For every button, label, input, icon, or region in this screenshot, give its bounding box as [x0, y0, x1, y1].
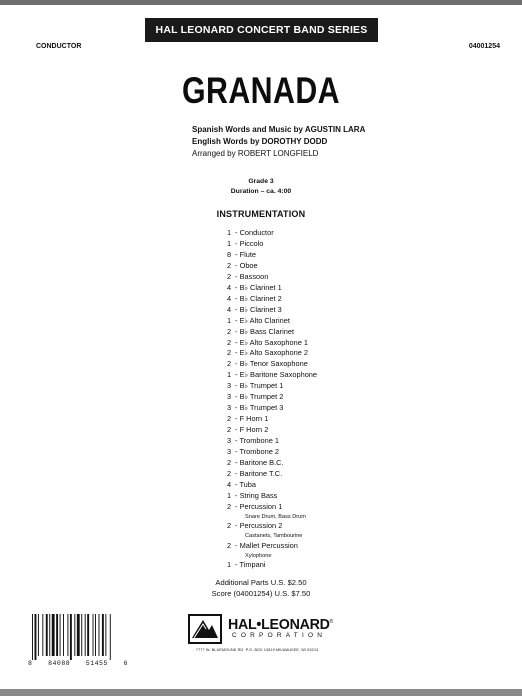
barcode-bar: [110, 614, 111, 660]
barcode-bar: [60, 614, 61, 656]
instrument-part: [227, 305, 317, 316]
part-quantity: 2: [227, 521, 232, 531]
series-banner: [145, 18, 378, 42]
part-quantity: 1: [227, 238, 232, 248]
instrument-part: [227, 414, 317, 425]
instrument-part: [227, 521, 317, 532]
barcode-digit-group: 8: [28, 660, 33, 667]
part-name: B♭ Trumpet 1: [239, 381, 284, 391]
part-quantity: 2: [227, 458, 232, 468]
instrument-part: [227, 560, 317, 571]
part-separator: -: [233, 560, 240, 570]
hal-leonard-mark-icon: [188, 614, 222, 644]
part-name: F Horn 2: [239, 425, 269, 435]
instrument-part: [227, 327, 317, 338]
barcode-bar: [74, 614, 75, 656]
instrument-part: [227, 370, 317, 381]
page-title: GRANADA: [182, 70, 340, 111]
barcode-bar: [52, 614, 55, 656]
arranger-credit: Arranged by ROBERT LONGFIELD: [192, 149, 319, 158]
part-separator: -: [233, 403, 240, 413]
part-name: B♭ Clarinet 1: [239, 282, 282, 292]
part-name: Mallet Percussion: [239, 540, 298, 550]
part-separator: -: [233, 271, 240, 281]
part-separator: -: [233, 425, 240, 435]
part-name: Piccolo: [239, 238, 264, 248]
instrumentation-heading: INSTRUMENTATION: [216, 209, 306, 219]
part-instruments-note: Snare Drum, Bass Drum: [245, 513, 306, 520]
part-separator: -: [233, 540, 240, 550]
part-separator: -: [233, 468, 240, 478]
part-quantity: 1: [227, 228, 232, 237]
part-separator: -: [233, 315, 240, 325]
part-quantity: 2: [227, 326, 232, 336]
instrument-part: [227, 228, 317, 239]
publisher-name: HAL•LEONARD®: [228, 616, 333, 633]
part-quantity: 1: [227, 315, 232, 325]
part-quantity: 3: [227, 436, 232, 446]
barcode-bar: [102, 614, 104, 656]
instrument-part: [227, 491, 317, 502]
part-separator: -: [233, 228, 240, 237]
barcode-digit-group: 51455: [85, 660, 108, 667]
barcode-digit-group: 6: [123, 660, 128, 667]
publisher-address: 7777 W. BLUEMOUND RD. P.O. BOX 13819 MILWAUKEE, WI 53213: [196, 648, 319, 652]
part-separator: -: [233, 249, 240, 259]
part-separator: -: [233, 304, 240, 314]
instrument-part: [227, 447, 317, 458]
part-separator: -: [233, 260, 240, 270]
grade-block: [0, 177, 522, 197]
part-instruments-note: Xylophone: [245, 552, 272, 559]
part-separator: -: [233, 447, 240, 457]
barcode-bar: [85, 614, 86, 656]
instrument-part: [227, 425, 317, 436]
instrument-part: [227, 348, 317, 359]
part-name: B♭ Trumpet 3: [239, 403, 284, 413]
part-quantity: 4: [227, 282, 232, 292]
instrument-part: [227, 541, 317, 552]
part-name: F Horn 1: [239, 414, 269, 424]
instrument-part: [227, 283, 317, 294]
instrument-part: [227, 239, 317, 250]
top-border: [0, 0, 522, 5]
part-separator: -: [233, 293, 240, 303]
barcode-bar: [105, 614, 106, 656]
barcode-bar: [49, 614, 50, 656]
part-quantity: 2: [227, 540, 232, 550]
instrument-part: [227, 436, 317, 447]
part-separator: -: [233, 282, 240, 292]
barcode-bar: [81, 614, 82, 656]
part-separator: -: [233, 238, 240, 248]
english-credit: English Words by DOROTHY DODD: [192, 137, 328, 146]
part-quantity: 3: [227, 447, 232, 457]
part-quantity: 2: [227, 468, 232, 478]
part-name: Trombone 2: [239, 447, 280, 457]
part-quantity: 8: [227, 249, 232, 259]
instrument-part: [227, 381, 317, 392]
instrument-part: [227, 272, 317, 283]
barcode: [30, 614, 126, 660]
part-separator: -: [233, 479, 240, 489]
barcode-bar: [67, 614, 68, 656]
barcode-bar: [70, 614, 72, 660]
barcode-bar: [56, 614, 58, 656]
music-credit: Spanish Words and Music by AGUSTIN LARA: [192, 125, 366, 134]
additional-parts-price: Additional Parts U.S. $2.50: [215, 578, 307, 587]
part-name: B♭ Clarinet 3: [239, 304, 282, 314]
barcode-bar: [77, 614, 80, 656]
instrument-part: [227, 359, 317, 370]
barcode-bar: [93, 614, 94, 656]
part-name: Trombone 1: [239, 436, 280, 446]
part-name: Flute: [239, 249, 257, 259]
part-separator: -: [233, 381, 240, 391]
duration: Duration – ca. 4:00: [230, 188, 292, 195]
part-name: Bassoon: [239, 271, 269, 281]
instrument-part: [227, 469, 317, 480]
instrument-part: [227, 403, 317, 414]
barcode-bar: [87, 614, 89, 656]
part-name: B♭ Bass Clarinet: [239, 326, 294, 336]
instrument-part: [227, 338, 317, 349]
part-quantity: 2: [227, 271, 232, 281]
part-quantity: 2: [227, 501, 232, 511]
part-separator: -: [233, 392, 240, 402]
barcode-bar: [35, 614, 37, 660]
instrument-part: [227, 480, 317, 491]
barcode-bar: [42, 614, 43, 656]
part-quantity: 2: [227, 348, 232, 358]
barcode-digit-group: 84088: [48, 660, 71, 667]
part-quantity: 1: [227, 490, 232, 500]
part-instruments-note: Castanets, Tambourine: [245, 533, 303, 540]
part-quantity: 4: [227, 293, 232, 303]
part-quantity: 4: [227, 479, 232, 489]
part-quantity: 2: [227, 414, 232, 424]
part-separator: -: [233, 337, 240, 347]
composer-name: AGUSTIN LARA: [304, 125, 366, 134]
catalog-number: 04001254: [468, 43, 500, 50]
barcode-bar: [99, 614, 100, 656]
part-label: CONDUCTOR: [36, 43, 82, 50]
instrument-part: [227, 392, 317, 403]
part-name: Oboe: [239, 260, 258, 270]
part-separator: -: [233, 458, 240, 468]
part-quantity: 2: [227, 359, 232, 369]
part-quantity: 3: [227, 392, 232, 402]
part-name: Percussion 1: [239, 501, 283, 511]
instrument-part: [227, 458, 317, 469]
part-quantity: 2: [227, 260, 232, 270]
part-name: Conductor: [239, 228, 274, 237]
part-name: B♭ Tenor Saxophone: [239, 359, 308, 369]
publisher-logo: [188, 614, 340, 658]
bottom-border: [0, 689, 522, 696]
score-price: Score (04001254) U.S. $7.50: [211, 589, 311, 598]
part-separator: -: [233, 348, 240, 358]
part-separator: -: [233, 521, 240, 531]
barcode-bar: [46, 614, 48, 656]
part-name: E♭ Alto Saxophone 2: [239, 348, 308, 358]
part-separator: -: [233, 326, 240, 336]
publisher-corporation: CORPORATION: [232, 632, 327, 639]
series-banner-text: HAL LEONARD CONCERT BAND SERIES: [155, 24, 368, 36]
part-quantity: 4: [227, 304, 232, 314]
part-separator: -: [233, 490, 240, 500]
part-name: B♭ Clarinet 2: [239, 293, 282, 303]
credits: [192, 124, 365, 160]
instrument-part: [227, 261, 317, 272]
part-quantity: 1: [227, 370, 232, 380]
part-name: Percussion 2: [239, 521, 283, 531]
part-separator: -: [233, 359, 240, 369]
part-name: E♭ Alto Clarinet: [239, 315, 290, 325]
instrument-part: [227, 294, 317, 305]
instrument-part: [227, 502, 317, 513]
part-quantity: 2: [227, 337, 232, 347]
part-quantity: 3: [227, 403, 232, 413]
part-name: Timpani: [239, 560, 266, 570]
instrumentation-list: [227, 228, 317, 571]
part-name: String Bass: [239, 490, 278, 500]
part-name: Baritone B.C.: [239, 458, 284, 468]
barcode-bar: [63, 614, 64, 656]
barcode-bar: [38, 614, 39, 656]
part-name: Baritone T.C.: [239, 468, 283, 478]
instrument-part: [227, 250, 317, 261]
part-quantity: 2: [227, 425, 232, 435]
barcode-bar: [95, 614, 96, 656]
price-block: [0, 577, 522, 599]
instrument-part: [227, 316, 317, 327]
part-name: B♭ Trumpet 2: [239, 392, 284, 402]
part-separator: -: [233, 414, 240, 424]
part-separator: -: [233, 501, 240, 511]
part-separator: -: [233, 370, 240, 380]
grade-level: Grade 3: [248, 178, 274, 185]
part-name: E♭ Alto Saxophone 1: [239, 337, 308, 347]
barcode-bar: [32, 614, 33, 660]
part-quantity: 3: [227, 381, 232, 391]
part-name: E♭ Baritone Saxophone: [239, 370, 318, 380]
lyricist-name: DOROTHY DODD: [261, 137, 328, 146]
barcode-digits: [28, 660, 128, 667]
arranger-name: ROBERT LONGFIELD: [237, 149, 319, 158]
part-separator: -: [233, 436, 240, 446]
part-name: Tuba: [239, 479, 257, 489]
part-quantity: 1: [227, 560, 232, 570]
